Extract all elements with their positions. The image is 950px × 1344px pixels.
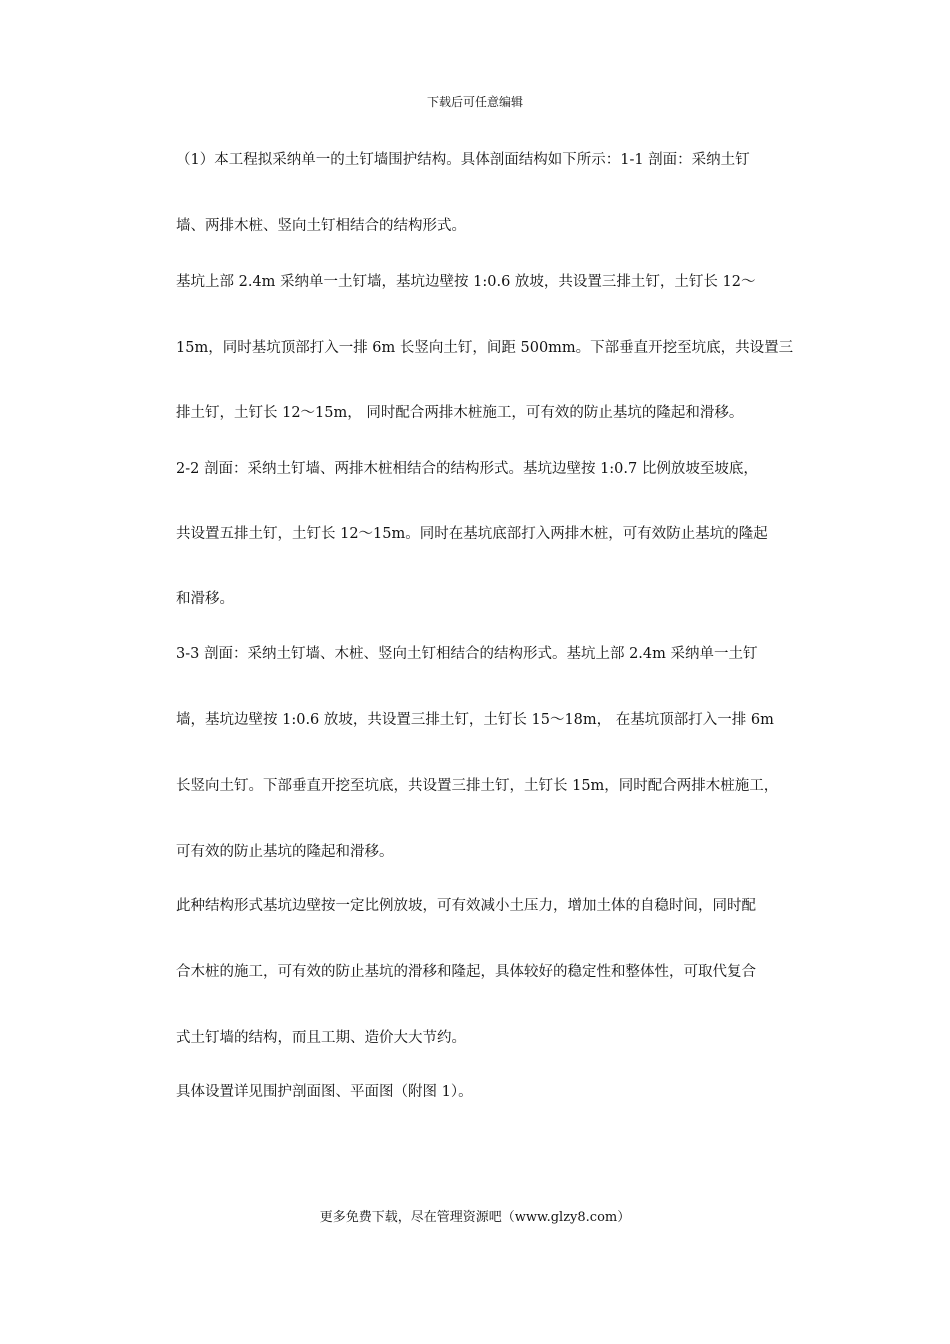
- paragraph-3-line-1: 2-2 剖面：采纳土钉墙、两排木桩相结合的结构形式。基坑边壁按 1:0.7 比例放坡至坡底，: [176, 461, 758, 477]
- paragraph-4-line-3: 长竖向土钉。下部垂直开挖至坑底，共设置三排土钉，土钉长 15m，同时配合两排木桩施工，: [176, 778, 779, 794]
- paragraph-3-line-3: 和滑移。: [176, 591, 234, 607]
- paragraph-3-line-2: 共设置五排土钉，土钉长 12～15m。同时在基坑底部打入两排木桩，可有效防止基坑的隆起: [176, 526, 768, 542]
- paragraph-5-line-2: 合木桩的施工，可有效的防止基坑的滑移和隆起，具体较好的稳定性和整体性，可取代复合: [176, 964, 756, 980]
- paragraph-5-line-1: 此种结构形式基坑边壁按一定比例放坡，可有效减小土压力，增加土体的自稳时间，同时配: [176, 898, 756, 914]
- paragraph-2-line-1: 基坑上部 2.4m 采纳单一土钉墙，基坑边壁按 1:0.6 放坡，共设置三排土钉，土钉长 12～: [176, 274, 756, 290]
- paragraph-5-line-3: 式土钉墙的结构，而且工期、造价大大节约。: [176, 1030, 466, 1046]
- paragraph-4-line-4: 可有效的防止基坑的隆起和滑移。: [176, 844, 394, 860]
- paragraph-4-line-1: 3-3 剖面：采纳土钉墙、木桩、竖向土钉相结合的结构形式。基坑上部 2.4m 采纳单一土钉: [176, 646, 758, 662]
- paragraph-2-line-3: 排土钉，土钉长 12～15m， 同时配合两排木桩施工，可有效的防止基坑的隆起和滑移。: [176, 405, 744, 421]
- paragraph-2-line-2: 15m，同时基坑顶部打入一排 6m 长竖向土钉，间距 500mm。下部垂直开挖至坑底，共设置三: [176, 340, 794, 356]
- paragraph-1-line-1: （1）本工程拟采纳单一的土钉墙围护结构。具体剖面结构如下所示：1-1 剖面：采纳土钉: [176, 152, 750, 168]
- paragraph-6-line-1: 具体设置详见围护剖面图、平面图（附图 1）。: [176, 1084, 473, 1100]
- paragraph-1-line-2: 墙、两排木桩、竖向土钉相结合的结构形式。: [176, 218, 466, 234]
- page-footer: 更多免费下载，尽在管理资源吧（www.glzy8.com）: [319, 1210, 631, 1225]
- paragraph-4-line-2: 墙，基坑边壁按 1:0.6 放坡，共设置三排土钉，土钉长 15～18m， 在基坑顶部打入一排 6m: [176, 712, 774, 728]
- page-header: 下载后可任意编辑: [426, 95, 523, 109]
